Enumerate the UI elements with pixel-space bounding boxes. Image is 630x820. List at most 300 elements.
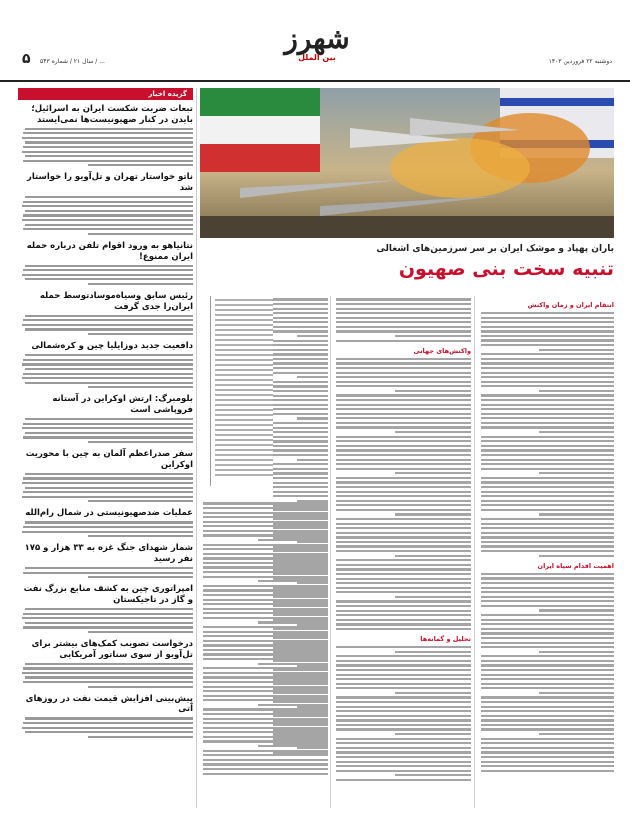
text-line <box>481 523 614 525</box>
text-line <box>481 358 614 360</box>
newspaper-logo <box>262 22 372 74</box>
text-line <box>539 609 614 611</box>
text-line <box>481 637 614 639</box>
text-line <box>336 747 471 749</box>
text-line <box>336 381 471 383</box>
text-line <box>481 385 614 387</box>
text-line <box>336 330 471 332</box>
text-line <box>481 463 614 465</box>
text-line <box>336 701 471 703</box>
text-line <box>481 367 614 369</box>
text-line <box>273 321 328 323</box>
text-line <box>203 708 328 710</box>
text-line <box>336 298 471 300</box>
text-line <box>25 717 193 719</box>
text-line <box>23 214 193 216</box>
text-line <box>273 390 328 392</box>
text-line <box>25 265 193 267</box>
column-divider <box>474 296 475 808</box>
logo-section: بین الملل <box>298 53 336 62</box>
text-line <box>203 667 328 669</box>
text-line <box>336 719 471 721</box>
text-line <box>258 663 328 665</box>
text-line <box>23 477 193 479</box>
text-line <box>215 304 273 306</box>
text-line <box>25 155 193 157</box>
text-line <box>25 224 193 226</box>
text-line <box>336 587 471 589</box>
text-line <box>336 541 471 543</box>
text-line <box>203 594 328 596</box>
text-line <box>481 770 614 772</box>
text-line <box>481 738 614 740</box>
text-line <box>22 219 194 221</box>
text-line <box>481 436 614 438</box>
text-line <box>336 614 471 616</box>
text-line <box>336 504 471 506</box>
text-line <box>273 413 328 415</box>
text-line <box>88 736 193 738</box>
text-line <box>539 651 614 653</box>
text-line <box>23 228 193 230</box>
news-item-title: دافعیت جدید دوزایلیا چین و کره‌شمالی <box>31 341 193 352</box>
text-line <box>203 681 328 683</box>
text-line <box>215 334 273 336</box>
text-line <box>22 324 194 326</box>
text-line <box>336 426 471 428</box>
text-line <box>336 445 471 447</box>
text-line <box>203 727 328 729</box>
text-line <box>25 368 193 370</box>
logo-brand: شهرز <box>284 22 350 55</box>
text-line <box>203 750 328 752</box>
text-line <box>25 382 193 384</box>
text-line <box>481 701 614 703</box>
text-line <box>273 482 328 484</box>
text-line <box>481 550 614 552</box>
text-line <box>22 363 194 365</box>
text-line <box>336 738 471 740</box>
text-line <box>23 626 193 628</box>
text-line <box>215 394 273 396</box>
text-line <box>481 504 614 506</box>
news-item-title: نتانیاهو به ورود اقوام تلفن درباره حمله ایران ممنوع! <box>26 240 193 262</box>
text-line <box>215 374 273 376</box>
news-item <box>18 291 193 335</box>
text-line <box>203 626 328 628</box>
text-line <box>25 487 193 489</box>
text-line <box>273 344 328 346</box>
text-line <box>25 521 193 523</box>
text-line <box>25 731 193 733</box>
news-item-title: تبعات ضربت شکست ایران به اسرائیل؛ بایدن در کنار صهیونیست‌ها نمی‌ایستد <box>31 104 193 125</box>
text-line <box>203 512 328 514</box>
text-line <box>539 513 614 515</box>
text-line <box>203 603 328 605</box>
text-line <box>215 344 273 346</box>
text-line <box>481 422 614 424</box>
text-line <box>481 728 614 730</box>
text-line <box>273 353 328 355</box>
text-line <box>336 674 471 676</box>
text-line <box>203 740 328 742</box>
text-line <box>481 642 614 644</box>
text-line <box>336 523 471 525</box>
text-line <box>203 653 328 655</box>
text-line <box>539 692 614 694</box>
text-line <box>273 495 328 497</box>
text-line <box>481 545 614 547</box>
news-item <box>18 584 193 633</box>
text-line <box>23 572 193 574</box>
text-line <box>336 724 471 726</box>
text-line <box>481 335 614 337</box>
text-line <box>25 141 193 143</box>
text-line <box>25 473 193 475</box>
text-line <box>395 733 471 735</box>
text-line <box>25 608 193 610</box>
text-line <box>336 564 471 566</box>
text-line <box>481 742 614 744</box>
text-line <box>88 441 193 443</box>
text-line <box>481 372 614 374</box>
text-line <box>203 534 328 536</box>
text-line <box>215 359 273 361</box>
text-line <box>215 354 273 356</box>
text-line <box>203 658 328 660</box>
pull-quote <box>210 296 273 486</box>
text-line <box>203 759 328 761</box>
text-line <box>336 605 471 607</box>
article-kicker: باران پهپاد و موشک ایران بر سر سرزمین‌های اشغالی <box>376 244 614 254</box>
text-line <box>481 454 614 456</box>
text-line <box>481 317 614 319</box>
text-line <box>215 299 273 301</box>
news-item <box>18 694 193 738</box>
text-line <box>336 385 471 387</box>
text-line <box>88 283 193 285</box>
text-line <box>336 706 471 708</box>
text-line <box>481 495 614 497</box>
text-line <box>395 774 471 776</box>
news-item <box>18 394 193 443</box>
text-line <box>203 736 328 738</box>
text-line <box>273 399 328 401</box>
text-line <box>336 527 471 529</box>
text-line <box>481 399 614 401</box>
news-sidebar <box>18 88 193 808</box>
news-item-title: عملیات ضدصهیونیستی در شمال رام‌الله <box>25 508 193 519</box>
news-item <box>18 449 193 502</box>
text-line <box>336 655 471 657</box>
text-line <box>215 309 273 311</box>
text-line <box>88 164 193 166</box>
text-line <box>203 507 328 509</box>
news-item <box>18 241 193 285</box>
text-line <box>481 381 614 383</box>
text-line <box>203 763 328 765</box>
text-line <box>215 429 273 431</box>
text-line <box>215 449 273 451</box>
text-line <box>336 536 471 538</box>
text-line <box>481 710 614 712</box>
text-line <box>336 518 471 520</box>
news-item-title: سفر صدراعظم آلمان به چین با محوریت اوکراین <box>25 449 193 470</box>
news-item-title: بلومبرگ: ارتش اوکراین در آستانه فروپاشی است <box>52 394 193 416</box>
text-line <box>273 427 328 429</box>
text-line <box>215 384 273 386</box>
text-line <box>258 745 328 747</box>
text-line <box>481 536 614 538</box>
text-line <box>273 454 328 456</box>
text-line <box>336 678 471 680</box>
column-divider <box>196 88 197 808</box>
text-line <box>297 335 328 337</box>
text-line <box>203 576 328 578</box>
text-line <box>481 518 614 520</box>
text-line <box>539 555 614 557</box>
text-line <box>203 612 328 614</box>
text-line <box>273 449 328 451</box>
text-line <box>336 399 471 401</box>
text-line <box>297 376 328 378</box>
text-line <box>258 621 328 623</box>
text-line <box>395 335 471 337</box>
text-line <box>336 308 471 310</box>
text-line <box>336 751 471 753</box>
text-line <box>23 373 193 375</box>
text-line <box>336 728 471 730</box>
text-line <box>215 369 273 371</box>
text-line <box>273 404 328 406</box>
text-line <box>23 722 193 724</box>
text-line <box>481 678 614 680</box>
text-line <box>23 613 193 615</box>
text-line <box>203 718 328 720</box>
text-line <box>273 330 328 332</box>
text-line <box>203 589 328 591</box>
text-line <box>336 486 471 488</box>
text-line <box>23 269 193 271</box>
text-line <box>273 340 328 342</box>
text-line <box>481 445 614 447</box>
text-line <box>395 692 471 694</box>
text-line <box>23 201 193 203</box>
text-line <box>481 440 614 442</box>
text-line <box>481 687 614 689</box>
text-line <box>22 151 194 153</box>
text-line <box>273 445 328 447</box>
text-line <box>481 765 614 767</box>
text-line <box>273 422 328 424</box>
text-line <box>481 339 614 341</box>
text-line <box>273 298 328 300</box>
article-subhead: واکنش‌های جهانی <box>413 346 471 355</box>
text-line <box>481 683 614 685</box>
text-line <box>273 468 328 470</box>
text-line <box>481 459 614 461</box>
text-line <box>395 596 471 598</box>
text-line <box>336 660 471 662</box>
text-line <box>203 640 328 642</box>
text-line <box>203 754 328 756</box>
text-line <box>215 444 273 446</box>
text-line <box>336 468 471 470</box>
text-line <box>336 715 471 717</box>
text-line <box>336 367 471 369</box>
text-line <box>395 472 471 474</box>
text-line <box>336 550 471 552</box>
text-line <box>481 751 614 753</box>
text-line <box>297 417 328 419</box>
text-line <box>481 362 614 364</box>
text-line <box>23 436 193 438</box>
text-line <box>336 326 471 328</box>
text-line <box>203 649 328 651</box>
text-line <box>25 128 193 130</box>
text-line <box>481 605 614 607</box>
text-line <box>22 482 194 484</box>
text-line <box>336 619 471 621</box>
text-line <box>481 326 614 328</box>
text-line <box>22 205 194 207</box>
article-subhead: انتقام ایران و زمان واکنش <box>527 301 614 309</box>
article-subhead: اهمیت اقدام سپاه ایران <box>537 561 614 570</box>
text-line <box>273 312 328 314</box>
text-line <box>203 502 328 504</box>
text-line <box>273 408 328 410</box>
text-line <box>215 409 273 411</box>
text-line <box>336 408 471 410</box>
text-line <box>273 395 328 397</box>
text-line <box>203 672 328 674</box>
text-line <box>22 672 194 674</box>
text-line <box>203 773 328 775</box>
text-line <box>481 404 614 406</box>
text-line <box>273 381 328 383</box>
text-line <box>203 644 328 646</box>
text-line <box>25 622 193 624</box>
text-line <box>481 426 614 428</box>
text-line <box>336 664 471 666</box>
text-line <box>336 646 471 648</box>
text-line <box>481 655 614 657</box>
text-line <box>336 404 471 406</box>
text-line <box>481 756 614 758</box>
text-line <box>336 770 471 772</box>
text-line <box>336 376 471 378</box>
text-line <box>336 303 471 305</box>
text-line <box>258 704 328 706</box>
text-line <box>481 719 614 721</box>
text-line <box>25 315 193 317</box>
news-item <box>18 543 193 578</box>
text-line <box>88 535 193 537</box>
text-line <box>395 555 471 557</box>
text-line <box>273 317 328 319</box>
text-line <box>203 521 328 523</box>
text-line <box>481 623 614 625</box>
text-line <box>273 431 328 433</box>
news-item-title: رئیس سابق وسیاه‌موسادتوسط حمله ایران‌را جدی گرفت <box>39 291 193 312</box>
text-line <box>22 531 194 533</box>
text-line <box>336 440 471 442</box>
text-line <box>22 496 194 498</box>
text-line <box>336 491 471 493</box>
issue-date: دوشنبه ۲۲ فروردین ۱۴۰۳ <box>548 58 612 65</box>
text-line <box>203 768 328 770</box>
text-line <box>22 727 194 729</box>
text-line <box>273 326 328 328</box>
text-line <box>481 596 614 598</box>
text-line <box>336 669 471 671</box>
sidebar-title: گزیده اخبار <box>18 88 193 100</box>
article-headline: تنبیه سخت بنی صهیون <box>398 258 614 280</box>
text-line <box>481 632 614 634</box>
article-column <box>478 296 614 808</box>
text-line <box>203 699 328 701</box>
text-line <box>539 733 614 735</box>
text-line <box>481 477 614 479</box>
text-line <box>336 591 471 593</box>
news-item-title: پیش‌بینی افزایش قیمت نفت در روزهای آتی <box>25 693 193 715</box>
text-line <box>336 582 471 584</box>
text-line <box>395 513 471 515</box>
text-line <box>215 454 273 456</box>
text-line <box>481 628 614 630</box>
text-line <box>481 715 614 717</box>
text-line <box>203 599 328 601</box>
text-line <box>481 312 614 314</box>
text-line <box>203 608 328 610</box>
text-line <box>481 532 614 534</box>
article-header <box>200 244 614 280</box>
news-item-title: ناتو خواستار تهران و تل‌آویو را خواستار شد <box>26 172 193 194</box>
text-line <box>336 742 471 744</box>
text-line <box>215 459 273 461</box>
text-line <box>336 559 471 561</box>
text-line <box>481 344 614 346</box>
text-line <box>539 472 614 474</box>
text-line <box>336 312 471 314</box>
text-line <box>273 362 328 364</box>
text-line <box>203 571 328 573</box>
text-line <box>336 481 471 483</box>
text-line <box>336 687 471 689</box>
text-line <box>297 459 328 461</box>
text-line <box>395 651 471 653</box>
article-column <box>333 296 471 808</box>
text-line <box>395 390 471 392</box>
text-line <box>395 431 471 433</box>
text-line <box>481 321 614 323</box>
text-line <box>539 431 614 433</box>
text-line <box>215 339 273 341</box>
text-line <box>336 779 471 781</box>
text-line <box>273 477 328 479</box>
column-divider <box>330 296 331 808</box>
text-line <box>273 436 328 438</box>
text-line <box>336 372 471 374</box>
news-item <box>18 104 193 166</box>
text-line <box>481 614 614 616</box>
text-line <box>481 674 614 676</box>
text-line <box>481 481 614 483</box>
text-line <box>22 617 194 619</box>
text-line <box>203 553 328 555</box>
text-line <box>336 321 471 323</box>
text-line <box>273 358 328 360</box>
